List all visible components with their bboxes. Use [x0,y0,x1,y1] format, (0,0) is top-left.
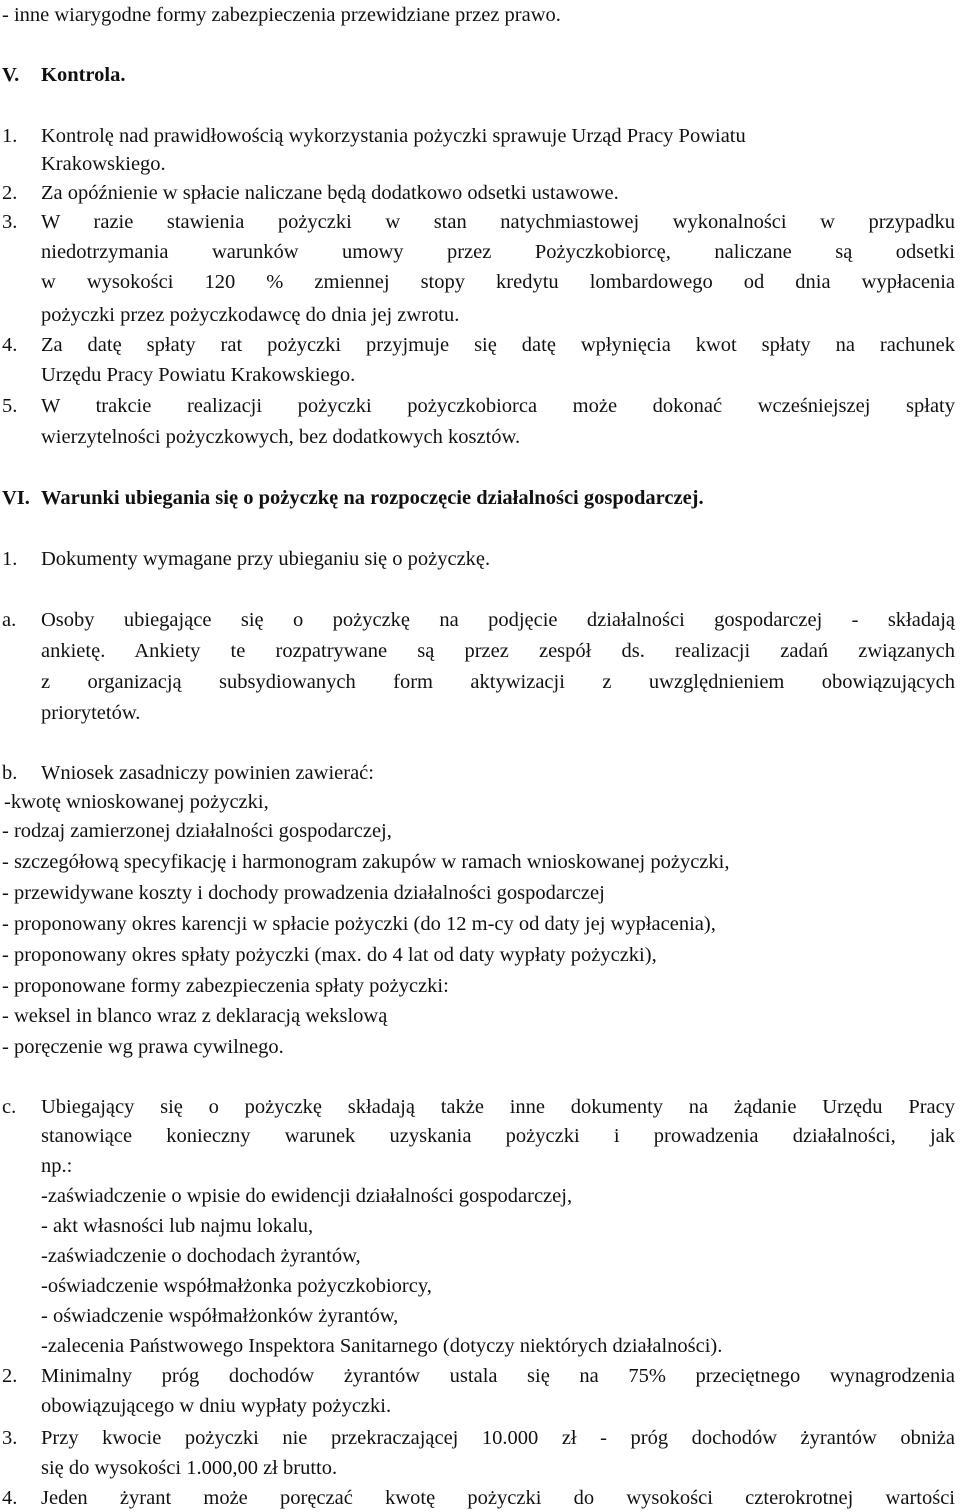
item-c-line-3: np.: [41,1155,73,1177]
section-v-item-1-line-1: Kontrolę nad prawidłowością wykorzystania pożyczki sprawuje Urząd Pracy Powiatu [41,125,746,147]
item-a-line-2: ankietę. Ankiety te rozpatrywane są przez zespół ds. realizacji zadań związanych [41,640,955,662]
section-v-item-5-line-1: W trakcie realizacji pożyczki pożyczkobiorca może dokonać wcześniejszej spłaty [41,395,955,417]
item-a-line-3: z organizacją subsydiowanych form aktywizacji z uwzględnieniem obowiązujących [41,671,955,693]
item-b-bullet-5: - proponowany okres karencji w spłacie pożyczki (do 12 m-cy od daty jej wypłacenia), [2,913,716,935]
item-b-bullet-8: - weksel in blanco wraz z deklaracją wekslową [2,1005,388,1027]
item-a-letter: a. [2,609,17,631]
section-vi-item-3-line-2: się do wysokości 1.000,00 zł brutto. [41,1457,338,1479]
item-b-bullet-7: - proponowane formy zabezpieczenia spłaty pożyczki: [2,975,449,997]
section-v-item-2-line-1: Za opóźnienie w spłacie naliczane będą dodatkowo odsetki ustawowe. [41,182,619,204]
item-b-bullet-3: - szczegółową specyfikację i harmonogram zakupów w ramach wnioskowanej pożyczki, [2,851,730,873]
section-vi-title: Warunki ubiegania się o pożyczkę na rozpoczęcie działalności gospodarczej. [41,487,704,509]
item-c-letter: c. [2,1096,17,1118]
section-v-item-3-line-4: pożyczki przez pożyczkodawcę do dnia jej zwrotu. [41,304,460,326]
section-v-title: Kontrola. [41,64,126,86]
section-v-item-2-number: 2. [2,182,18,204]
section-v-item-3-line-1: W razie stawienia pożyczki w stan natychmiastowej wykonalności w przypadku [41,211,955,233]
item-c-bullet-5: - oświadczenie współmałżonków żyrantów, [41,1305,399,1327]
item-b-bullet-2: - rodzaj zamierzonej działalności gospodarczej, [2,820,392,842]
section-v-item-5-number: 5. [2,395,18,417]
section-v-item-1-number: 1. [2,125,18,147]
item-a-line-1: Osoby ubiegające się o pożyczkę na podjęcie działalności gospodarczej - składają [41,609,955,631]
section-v-item-4-line-2: Urzędu Pracy Powiatu Krakowskiego. [41,364,356,386]
item-c-bullet-1: -zaświadczenie o wpisie do ewidencji działalności gospodarczej, [41,1185,573,1207]
section-vi-item-2-line-1: Minimalny próg dochodów żyrantów ustala się na 75% przeciętnego wynagrodzenia [41,1365,955,1387]
item-b-letter: b. [2,762,18,784]
section-vi-item-3-number: 3. [2,1427,18,1449]
section-vi-item-4-line-1: Jeden żyrant może poręczać kwotę pożyczki do wysokości czterokrotnej wartości [41,1487,955,1509]
section-vi-item-3-line-1: Przy kwocie pożyczki nie przekraczającej 10.000 zł - próg dochodów żyrantów obniża [41,1427,955,1449]
section-vi-item-1-number: 1. [2,548,18,570]
section-vi-item-2-line-2: obowiązującego w dniu wypłaty pożyczki. [41,1395,392,1417]
item-b-bullet-9: - poręczenie wg prawa cywilnego. [2,1036,284,1058]
section-v-item-1-line-2: Krakowskiego. [41,153,166,175]
item-c-line-1: Ubiegający się o pożyczkę składają także inne dokumenty na żądanie Urzędu Pracy [41,1096,955,1118]
section-v-item-5-line-2: wierzytelności pożyczkowych, bez dodatkowych kosztów. [41,426,521,448]
section-v-number: V. [2,64,20,86]
section-v-item-4-line-1: Za datę spłaty rat pożyczki przyjmuje się datę wpłynięcia kwot spłaty na rachunek [41,334,955,356]
item-b-bullet-6: - proponowany okres spłaty pożyczki (max. do 4 lat od daty wypłaty pożyczki), [2,944,657,966]
item-b-title: Wniosek zasadniczy powinien zawierać: [41,762,374,784]
section-v-item-3-line-3: w wysokości 120 % zmiennej stopy kredytu lombardowego od dnia wypłacenia [41,271,955,293]
section-vi-item-4-number: 4. [2,1487,18,1509]
item-c-bullet-4: -oświadczenie współmałżonka pożyczkobiorcy, [41,1275,432,1297]
section-v-item-3-number: 3. [2,211,18,233]
section-vi-item-1-text: Dokumenty wymagane przy ubieganiu się o pożyczkę. [41,548,491,570]
section-vi-item-2-number: 2. [2,1365,18,1387]
item-c-bullet-3: -zaświadczenie o dochodach żyrantów, [41,1245,361,1267]
item-a-line-4: priorytetów. [41,702,141,724]
section-v-item-3-line-2: niedotrzymania warunków umowy przez Pożyczkobiorcę, naliczane są odsetki [41,241,955,263]
section-vi-number: VI. [2,487,30,509]
item-c-bullet-2: - akt własności lub najmu lokalu, [41,1215,314,1237]
intro-line: - inne wiarygodne formy zabezpieczenia przewidziane przez prawo. [2,4,561,26]
item-c-bullet-6: -zalecenia Państwowego Inspektora Sanitarnego (dotyczy niektórych działalności). [41,1335,723,1357]
item-b-bullet-4: - przewidywane koszty i dochody prowadzenia działalności gospodarczej [2,882,605,904]
item-c-line-2: stanowiące konieczny warunek uzyskania pożyczki i prowadzenia działalności, jak [41,1125,955,1147]
section-v-item-4-number: 4. [2,334,18,356]
item-b-bullet-1: -kwotę wnioskowanej pożyczki, [4,791,269,813]
